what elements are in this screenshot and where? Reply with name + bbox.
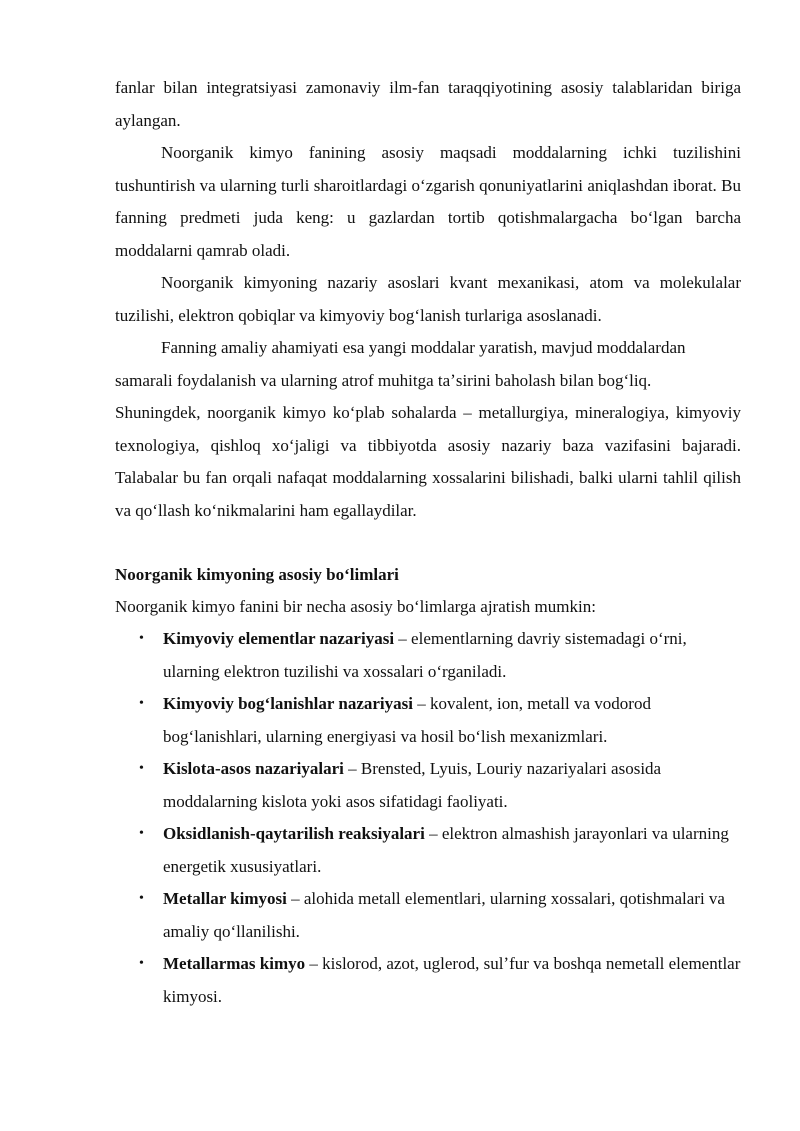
list-item-term: Kimyoviy elementlar nazariyasi — [163, 629, 395, 648]
paragraph-applications: Shuningdek, noorganik kimyo koʻplab sohalarda – metallurgiya, mineralogiya, kimyoviy texnologiya, qishloq xoʻjaligi va tibbiyotda asosiy nazariy baza vazifasini bajaradi. Talabalar bu fan orqali nafaqat moddalarning xossalarini bilishadi, balki ularni tahlil qilish va qoʻllash koʻnikmalarini ham egallaydilar. — [115, 403, 741, 520]
list-item — [115, 623, 741, 688]
bullet-icon: • — [139, 761, 144, 776]
bullet-icon: • — [139, 826, 144, 841]
paragraph-purpose: Noorganik kimyo fanining asosiy maqsadi moddalarning ichki tuzilishini tushuntirish va ularning turli sharoitlardagi oʻzgarish qonuniyatlarini aniqlashdan iborat. Bu fanning predmeti juda keng: u gazlardan tortib qotishmalargacha boʻlgan barcha moddalarni qamrab oladi. — [115, 143, 741, 260]
list-item-text: – elektron almashish jarayonlari va ularning energetik xususiyatlari. — [163, 824, 729, 876]
list-item — [115, 883, 741, 948]
list-item-text: – Brensted, Lyuis, Louriy nazariyalari asosida moddalarning kislota yoki asos sifatidagi faoliyati. — [163, 759, 662, 811]
bullet-icon: • — [139, 631, 144, 646]
list-item — [115, 948, 741, 1013]
bullet-icon: • — [139, 891, 144, 906]
list-item-term: Kislota-asos nazariyalari — [163, 759, 344, 778]
list-item-term: Kimyoviy bogʻlanishlar nazariyasi — [163, 694, 413, 713]
bullet-icon: • — [139, 956, 144, 971]
list-item-term: Oksidlanish-qaytarilish reaksiyalari — [163, 824, 425, 843]
list-item-text: – alohida metall elementlari, ularning xossalari, qotishmalari va amaliy qoʻllanilishi. — [163, 889, 725, 941]
list-item — [115, 688, 741, 753]
section-gap — [115, 527, 741, 559]
list-item-text: – kislorod, azot, uglerod, sulʼfur va boshqa nemetall elementlar kimyosi. — [163, 954, 741, 1006]
list-item-text: – kovalent, ion, metall va vodorod bogʻlanishlari, ularning energiyasi va hosil boʻlish mexanizmlari. — [163, 694, 651, 746]
paragraph-continuation: fanlar bilan integratsiyasi zamonaviy ilm-fan taraqqiyotining asosiy talablaridan biriga aylangan. — [115, 78, 741, 130]
list-item — [115, 818, 741, 883]
document-page — [115, 72, 741, 1013]
paragraph-theory: Noorganik kimyoning nazariy asoslari kvant mexanikasi, atom va molekulalar tuzilishi, elektron qobiqlar va kimyoviy bogʻlanish turlariga asoslanadi. — [115, 273, 741, 325]
section-heading: Noorganik kimyoning asosiy boʻlimlari — [115, 565, 399, 584]
bullet-icon: • — [139, 696, 144, 711]
section-intro: Noorganik kimyo fanini bir necha asosiy boʻlimlarga ajratish mumkin: — [115, 597, 596, 616]
list-item-term: Metallarmas kimyo — [163, 954, 306, 973]
paragraph-practical: Fanning amaliy ahamiyati esa yangi moddalar yaratish, mavjud moddalardan samarali foydalanish va ularning atrof muhitga taʼsirini baholash bilan bogʻliq. — [115, 338, 686, 390]
section-list — [115, 623, 741, 1013]
list-item-text: – elementlarning davriy sistemadagi oʻrni, ularning elektron tuzilishi va xossalari oʻrganiladi. — [163, 629, 687, 681]
list-item — [115, 753, 741, 818]
list-item-term: Metallar kimyosi — [163, 889, 287, 908]
